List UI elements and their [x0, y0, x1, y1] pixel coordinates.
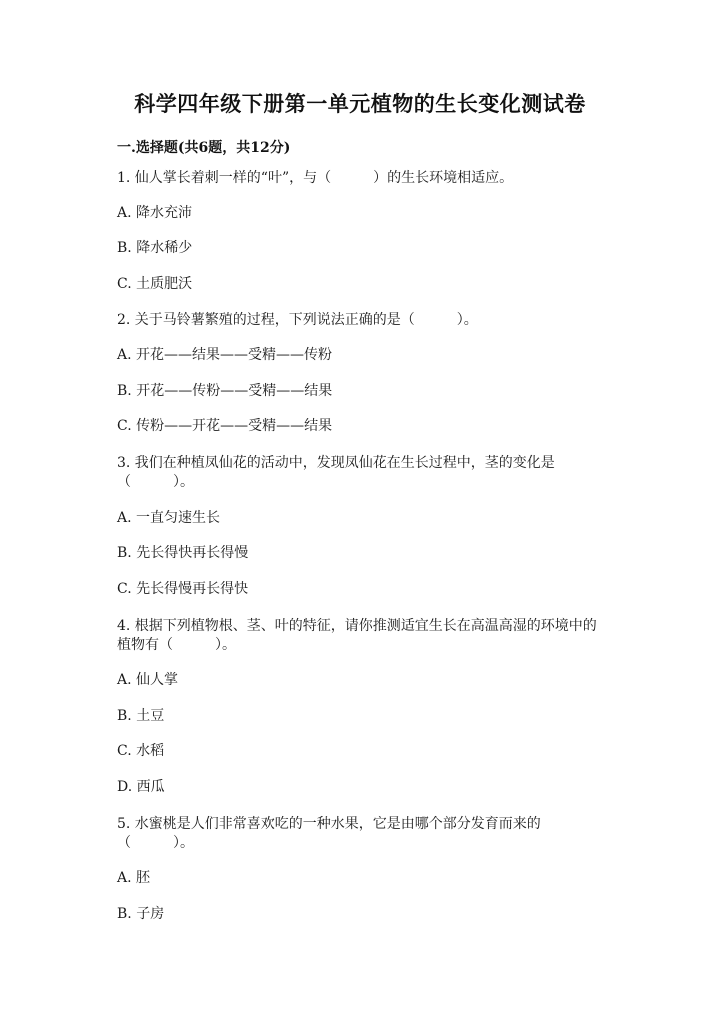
question-5-stem-line-2: （ ）。	[117, 835, 194, 851]
question-4-option-a: A. 仙人掌	[117, 672, 179, 688]
section-heading: 一.选择题(共6题，共12分)	[117, 140, 291, 156]
question-3-option-b: B. 先长得快再长得慢	[117, 545, 249, 561]
question-2-option-b: B. 开花——传粉——受精——结果	[117, 383, 333, 399]
question-3-option-a: A. 一直匀速生长	[117, 510, 221, 526]
question-3-option-c: C. 先长得慢再长得快	[117, 581, 249, 597]
page-title: 科学四年级下册第一单元植物的生长变化测试卷	[134, 91, 586, 116]
question-4-option-b: B. 土豆	[117, 708, 165, 724]
question-3-stem-line-2: （ ）。	[117, 474, 194, 490]
question-1-stem: 1. 仙人掌长着刺一样的“叶”，与（ ）的生长环境相适应。	[117, 170, 514, 186]
question-2-stem: 2. 关于马铃薯繁殖的过程，下列说法正确的是（ ）。	[117, 312, 478, 328]
question-5-option-a: A. 胚	[117, 870, 151, 886]
question-4-option-d: D. 西瓜	[117, 779, 165, 795]
question-5-stem-line-1: 5. 水蜜桃是人们非常喜欢吃的一种水果，它是由哪个部分发育而来的	[117, 816, 541, 832]
question-3-stem-line-1: 3. 我们在种植凤仙花的活动中，发现凤仙花在生长过程中，茎的变化是	[117, 455, 555, 471]
question-4-stem-line-1: 4. 根据下列植物根、茎、叶的特征，请你推测适宜生长在高温高湿的环境中的	[117, 618, 597, 634]
question-1-option-c: C. 土质肥沃	[117, 276, 193, 292]
question-2-option-a: A. 开花——结果——受精——传粉	[117, 347, 333, 363]
question-5-option-b: B. 子房	[117, 906, 165, 922]
question-4-option-c: C. 水稻	[117, 743, 165, 759]
question-4-stem-line-2: 植物有（ ）。	[117, 637, 236, 653]
question-2-option-c: C. 传粉——开花——受精——结果	[117, 418, 333, 434]
question-1-option-a: A. 降水充沛	[117, 205, 193, 221]
question-1-option-b: B. 降水稀少	[117, 240, 193, 256]
